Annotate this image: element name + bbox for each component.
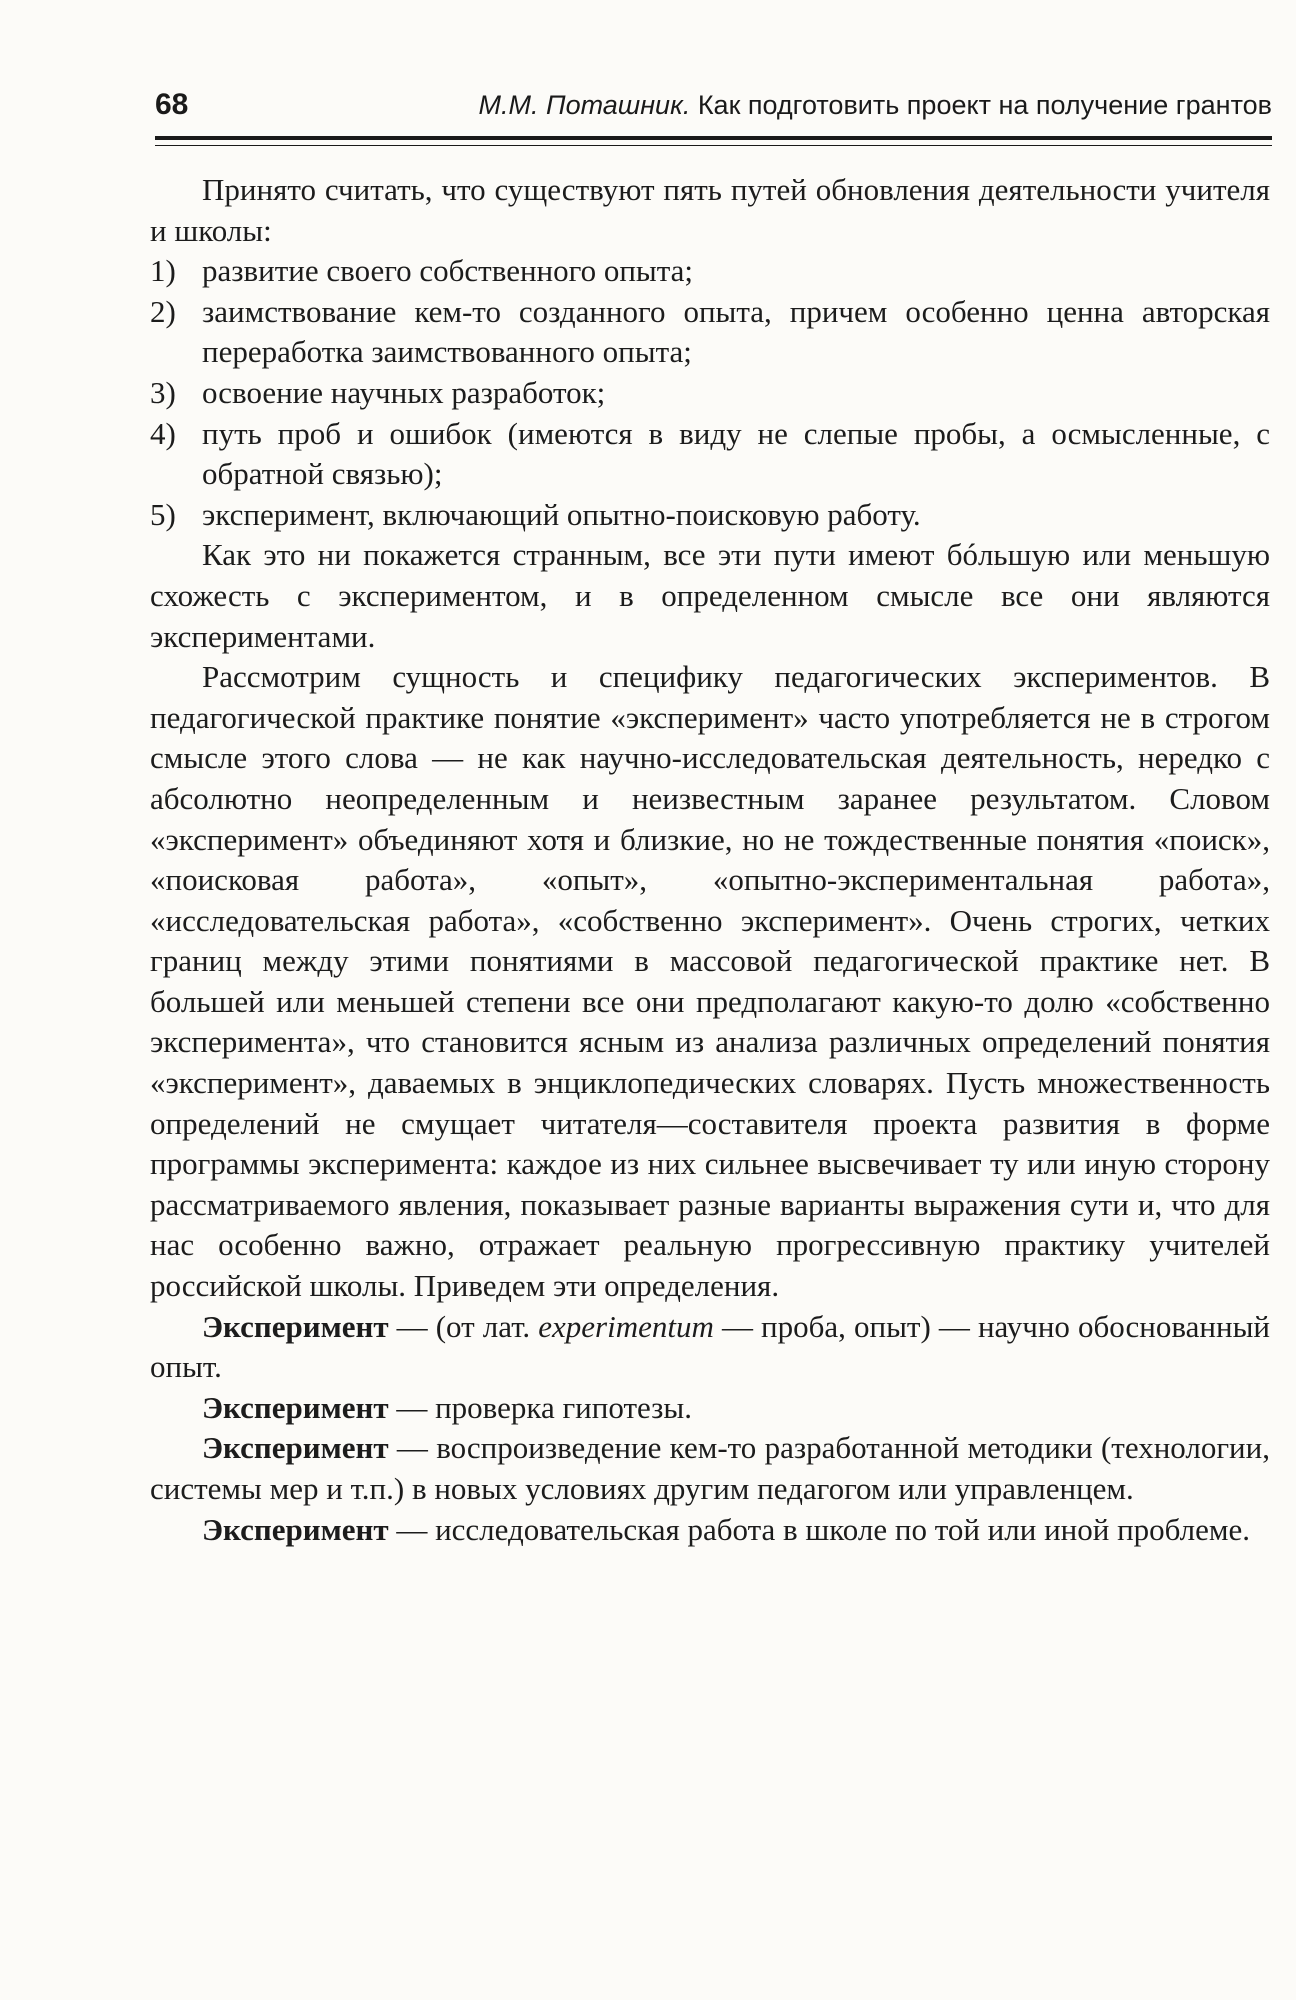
list-item-number: 4) — [150, 415, 176, 451]
definition — [150, 1307, 1270, 1388]
list-item-text: эксперимент, включающий опытно-поисковую работу. — [202, 496, 921, 532]
list-item-number: 5) — [150, 496, 176, 532]
header-rule-thick — [155, 136, 1272, 140]
list-item-text: заимствование кем-то созданного опыта, причем особенно ценна авторская переработка заимствованного опыта; — [202, 293, 1270, 370]
page-header — [155, 88, 1272, 128]
list-item-number: 1) — [150, 253, 176, 289]
list-item — [150, 414, 1270, 495]
paragraph: Рассмотрим сущность и специфику педагогических экспериментов. В педагогической практике понятие «эксперимент» часто употребляется не в строгом смысле этого слова — не как научно-исследовательская деятельность, нередко с абсолютно неопределенным и неизвестным заранее результатом. Словом «эксперимент» объединяют хотя и близкие, но не тождественные понятия «поиск», «поисковая работа», «опыт», «опытно-экспериментальная работа», «исследовательская работа», «собственно эксперимент». Очень строгих, четких границ между этими понятиями в массовой педагогической практике нет. В большей или меньшей степени все они предполагают какую-то долю «собственно эксперимента», что становится ясным из анализа различных определений понятия «эксперимент», даваемых в энциклопедических словарях. Пусть множественность определений не смущает читателя—составителя проекта развития в форме программы эксперимента: каждое из них сильнее высвечивает ту или иную сторону рассматриваемого явления, показывает разные варианты выражения сути и, что для нас особенно важно, отражает реальную прогрессивную практику учителей российской школы. Приведем эти определения. — [150, 659, 1270, 1304]
definition — [150, 1388, 1270, 1429]
page-body — [150, 170, 1270, 1550]
definition-latin-word: experimentum — [538, 1308, 714, 1344]
list-item-text: развитие своего собственного опыта; — [202, 253, 694, 289]
definition-term: Эксперимент — [202, 1308, 389, 1344]
running-head-author: М.М. Поташник. — [478, 90, 691, 120]
running-head — [479, 90, 1272, 121]
list-item-number: 3) — [150, 374, 176, 410]
paths-list — [150, 251, 1270, 535]
running-head-title: Как подготовить проект на получение грантов — [690, 90, 1272, 120]
list-item — [150, 495, 1270, 536]
list-item — [150, 373, 1270, 414]
definition-text: — (от лат. — [388, 1308, 539, 1344]
definition — [150, 1428, 1270, 1509]
list-item-number: 2) — [150, 293, 176, 329]
definition-term: Эксперимент — [202, 1430, 389, 1466]
header-rule-thin — [155, 145, 1272, 146]
definition-text: — проба, опыт) — научно обоснованный опыт. — [150, 1308, 1270, 1385]
definition-text: — проверка гипотезы. — [388, 1389, 692, 1425]
definition-text: — исследовательская работа в школе по той или иной проблеме. — [388, 1511, 1251, 1547]
definition-term: Эксперимент — [202, 1389, 389, 1425]
definition — [150, 1510, 1270, 1551]
list-item — [150, 292, 1270, 373]
definition-term: Эксперимент — [202, 1511, 389, 1547]
paragraph: Как это ни покажется странным, все эти пути имеют бóльшую или меньшую схожесть с экспериментом, и в определенном смысле все они являются экспериментами. — [150, 537, 1270, 654]
list-item-text: освоение научных разработок; — [202, 374, 606, 410]
page-number: 68 — [155, 88, 189, 121]
list-item — [150, 251, 1270, 292]
intro-paragraph: Принято считать, что существуют пять путей обновления деятельности учителя и школы: — [150, 172, 1270, 248]
definition-text: — воспроизведение кем-то разработанной методики (технологии, системы мер и т.п.) в новых условиях другим педагогом или управленцем. — [150, 1430, 1270, 1506]
list-item-text: путь проб и ошибок (имеются в виду не слепые пробы, а осмысленные, с обратной связью); — [202, 415, 1270, 492]
